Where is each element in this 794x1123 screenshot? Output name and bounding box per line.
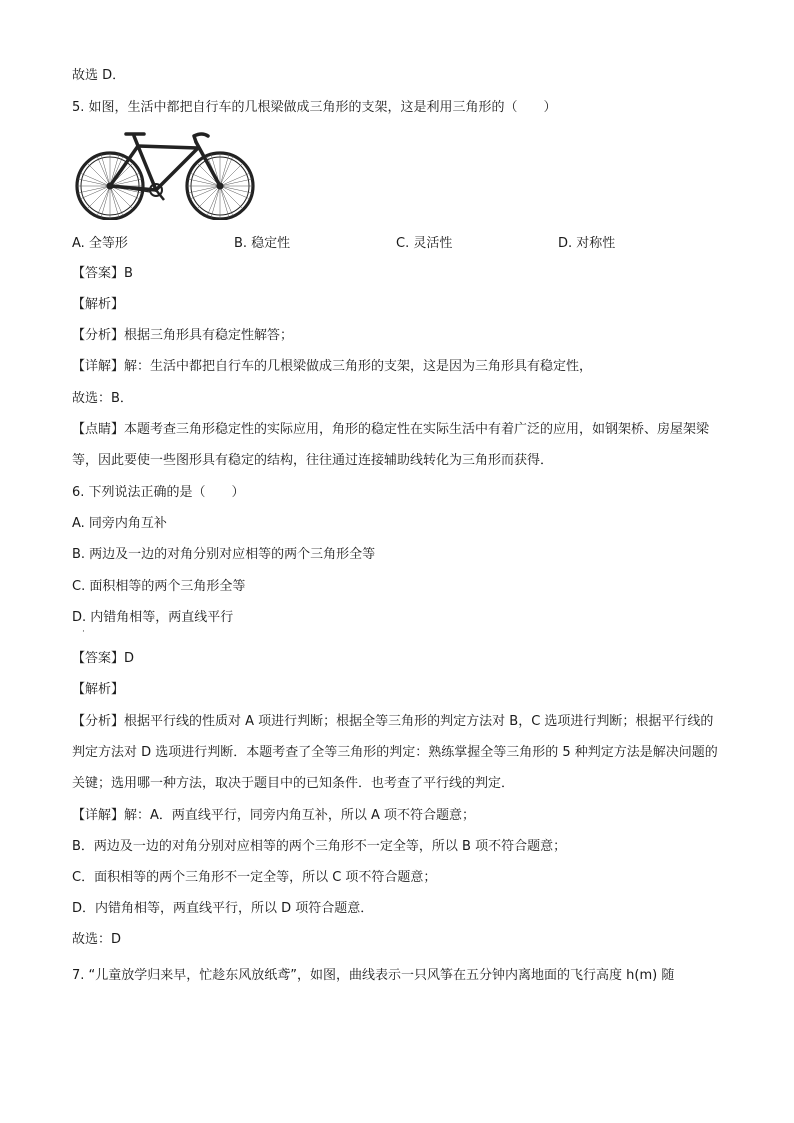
q5-conclusion: 故选：B． xyxy=(72,391,133,406)
q6-answer: 【答案】D xyxy=(72,651,135,666)
q6-detail-2: B．两边及一边的对角分别对应相等的两个三角形不一定全等，所以 B 项不符合题意； xyxy=(72,839,567,854)
q6-detail-1: 【详解】解：A．两直线平行，同旁内角互补，所以 A 项不符合题意； xyxy=(72,808,476,823)
q5-answer: 【答案】B xyxy=(72,266,133,281)
q6-option-a: A. 同旁内角互补 xyxy=(72,516,167,531)
q5-question: 5. 如图，生活中都把自行车的几根梁做成三角形的支架，这是利用三角形的（ ） xyxy=(72,100,557,115)
q6-analysis-title: 【解析】 xyxy=(72,682,125,697)
q5-option-a: A. 全等形 xyxy=(72,236,128,251)
q5-comment: 【点睛】本题考查三角形稳定性的实际应用，角形的稳定性在实际生活中有着广泛的应用，如钢架桥、房屋架梁等，因此要使一些图形具有稳定的结构，往往通过连接辅助线转化为三角形而获得． xyxy=(72,422,710,468)
q6-option-d: D. 内错角相等，两直线平行 xyxy=(72,610,234,625)
q6-option-b: B. 两边及一边的对角分别对应相等的两个三角形全等 xyxy=(72,547,376,562)
bicycle-figure xyxy=(72,128,256,220)
q6-option-c: C. 面积相等的两个三角形全等 xyxy=(72,579,246,594)
q6-analysis: 【分析】根据平行线的性质对 A 项进行判断；根据全等三角形的判定方法对 B，C 选项进行判断；根据平行线的判定方法对 D 选项进行判断．本题考查了全等三角形的判定：熟练掌握全等三角形的 5 种判定方法是解决问题的关键；选用哪一种方法，取决于题目中的已知条件．也考查了平行线的判定． xyxy=(72,714,718,791)
q6-detail-4: D．内错角相等，两直线平行，所以 D 项符合题意． xyxy=(72,901,374,916)
q5-option-b: B. 稳定性 xyxy=(234,236,291,251)
q5-option-d: D. 对称性 xyxy=(558,236,616,251)
q5-detail: 【详解】解：生活中都把自行车的几根梁做成三角形的支架，这是因为三角形具有稳定性， xyxy=(72,359,593,374)
q5-analysis-title: 【解析】 xyxy=(72,297,125,312)
stray-dot: · xyxy=(82,627,85,637)
q4-conclusion: 故选 D． xyxy=(72,68,126,83)
q5-option-c: C. 灵活性 xyxy=(396,236,453,251)
q6-question: 6. 下列说法正确的是（ ） xyxy=(72,485,245,500)
q5-analysis: 【分析】根据三角形具有稳定性解答； xyxy=(72,328,294,343)
q6-conclusion: 故选：D xyxy=(72,932,122,947)
q6-detail-3: C．面积相等的两个三角形不一定全等，所以 C 项不符合题意； xyxy=(72,870,437,885)
q7-question: 7. “儿童放学归来早，忙趁东风放纸鸢”，如图，曲线表示一只风筝在五分钟内离地面的飞行高度 h(m) 随 xyxy=(72,968,675,983)
